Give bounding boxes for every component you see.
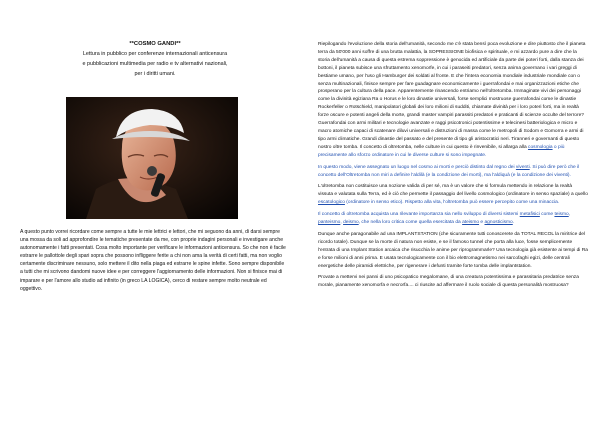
link-agnosticismo[interactable]: agnosticismo (484, 220, 513, 226)
subtitle-line-2: e pubblicazioni multimedia per radio e tv alternativi nazionali, (82, 61, 228, 67)
subtitle-line-3: per i diritti umani. (134, 71, 176, 77)
paragraph-systems-text: Il concetto di oltretomba acquista una rilevante importanza sia nello sviluppo di diversi sistemi (318, 212, 519, 218)
paragraph-systems-come: come (541, 212, 554, 218)
link-deismo[interactable]: deismo (343, 220, 359, 226)
link-cosmologia[interactable]: cosmologia (528, 144, 553, 150)
author-photo-image (66, 97, 238, 219)
paragraph-history (318, 41, 588, 160)
author-photo (66, 97, 238, 219)
paragraph-cosmos-rest: . Si può dire però che il concetto dell'Oltretomba non miri a definire l'aldilà (e la condizione dei morti), ma l'aldiquà (e la condizione dei viventi). (318, 164, 580, 178)
document-header (20, 40, 290, 79)
paragraph-psychopath: Provate a mettervi nei panni di uno psicopatico megalomane, di una creatura potentissima e parassitaria predatrice senza morale, pianamente xenomorfa e necrorfa.... ci riuscite ad affermare il ruolo sociale di questa personalità mostruosa? (318, 275, 579, 289)
paragraph-systems-mid: , che nella loro critica come quella esercitata da (358, 220, 461, 226)
subtitle-line-1: Lettura in pubblico per conferenze internazionali anticensura (82, 51, 228, 57)
paragraph-history-end: o più precisamente allo sforzo ordinatore in cui le diverse culture si sono impegnate. (318, 144, 565, 158)
author-title: **COSMO GANDI** (129, 41, 181, 47)
paragraph-cosmos (318, 164, 588, 180)
paragraph-oltretomba (318, 183, 588, 207)
paragraph-implantstation: Dunque anche paragonabile ad una IMPLANTSTATION (che sicuramente tutti conoscerete da TOTAL RECOL la miritrice del ricordo totale). Dunque se la morte di natura non esiste, e se il famoso tunnel che porta alla luce, fosse semplicemente l'entrata di una Implant Station arcaica che risucchia le anime per riprogrammarle? Una tecnologia già esistente ai tempi di Ra e forse milioni di anni prima. E usata tecnologicamente con il bio elettromagnetismo nei sarcofaghi egizi, delle centrali energetiche delle piramidi elettriche, per rigenerare i defunti tramite forte tomba delle implantstation. (318, 231, 588, 269)
intro-paragraph: A questo punto vorrei ricordare come sempre a tutte le mie lettrici e lettori, che mi seguono da anni, di darsi sempre una mossa da soli ad approfondire le tematiche presentate da me, con proprie indagini personali e investigare anche autonomamente i fatti presentati. Cosa molto importante per verificare le informazioni anticensura. So che non è facile estrarre le pallottole degli spari sopra che possono infliggere ferite a chi non ama la verità di certi fatti, ma non voglio certamente discriminare nessuno, solo mettere il dito nella piaga ed estrarre le spine infette. Sono sempre disponibile a tutti che mi scrivono dandomi nuove idee e per correggere l'aggiornamento delle informazioni. Non si finisce mai di imparare e per l'amore allo studio ad infinito (in greco LA LOGICA), cerco di restare sempre molto neutrale ed oggettivo. (20, 229, 286, 292)
paragraph-cosmos-text: In questo modo, viene assegnato un luogo nel cosmo ai morti e perciò distinto dal regno dei (318, 164, 515, 170)
link-panteismo[interactable]: panteismo (318, 220, 341, 226)
link-escatologico[interactable]: escatologico (318, 200, 345, 206)
link-teismo[interactable]: teismo (554, 212, 569, 218)
link-metafisici[interactable]: metafisici (519, 212, 540, 218)
paragraph-oltretomba-text: L'oltretomba non costituisce una nozione valida di per sé, ma è un valore che si formula mettendo in relazione la realtà vissuta e valutata sulla Terra, ed è ciò che permette il passaggio del livello cosmologico (ordinatore in senso spaziale) a quello (318, 184, 588, 198)
link-viventi[interactable]: viventi (515, 164, 530, 170)
article-body (318, 41, 588, 294)
paragraph-oltretomba-rest: (ordinatore in senso etico). Rispetto alla vita, l'oltretomba può essere percepito come una minaccia. (346, 200, 560, 206)
paragraph-systems: Il concetto di oltretomba acquista una rilevante importanza sia nello sviluppo di diversi sistemi metafisici come teismo, panteismo, deismo, che nella loro critica come quella esercitata da ateismo e agnosticismo. (318, 212, 571, 226)
paragraph-systems-e: e (480, 220, 484, 226)
paragraph-history-text: Riepilogando l'evoluzione della storia dell'umanità, secondo me c'è stata bensì poca evoluzione e dire piuttosto che il pianeta terra da 50'000 anni soffre di una brutta malattia, la SOPRESSIONE biofisica e spirituale, e mi azzardo pure a dire che la storia dell'umanità a causa di questa estrema soppressione è genocida ed artificiale da parte dei poteri forti, dalla stanza dei bottoni, il pianeta subisce una sfruttamento xenomorfe, in cui i paraseiti predatori, senza anima governano i vari greggi di bestiame umano, per l'uso gli Hamburger dei soldati al fronte. E che l'intera economia mondiale industriale mondiale con o senza multinazionali, finisce sempre per fare guadagnare economicamente i guerrafondai e mai organizzazioni etiche che prosperano per la cultura della pace. Apparentemente rinascendo entriamo nell'oltretomba. Immaginate vivi dei personaggi come la divinità egiziana Ra o Horus e le loro dinastie universali, forse semplici mostruose guerrafondai come le dinastie Rockerfeller o Rotschield, manipolatori globali dei loro milioni di sudditi, chiamate divinità per i loro poteri forti, ma in realtà forze oscure e potenti angeli della morte, grandi master vampiri parassiti predatori e praticanti di scienze occulte del terrore? Guerrafondai con armi militari e tecnologie avanzate e raggi psicotronici potentissime e telecinesi batteriologica e micro e macro atomiche capaci di scatenare diluvi universali e distruzioni di massa come le metropoli di Sodom e Gomorra e armi di tipo armi climatiche. Grandi dinastie del passato e del presente di tipo gli aristocratici neri. Tiranneri e governanti di questo nostro oltre tomba. Il concetto di oltretomba, nelle culture in cui questo è rinvenibile, si allarga alla (318, 42, 586, 150)
link-ateismo[interactable]: ateismo (462, 220, 480, 226)
right-page (300, 0, 600, 424)
